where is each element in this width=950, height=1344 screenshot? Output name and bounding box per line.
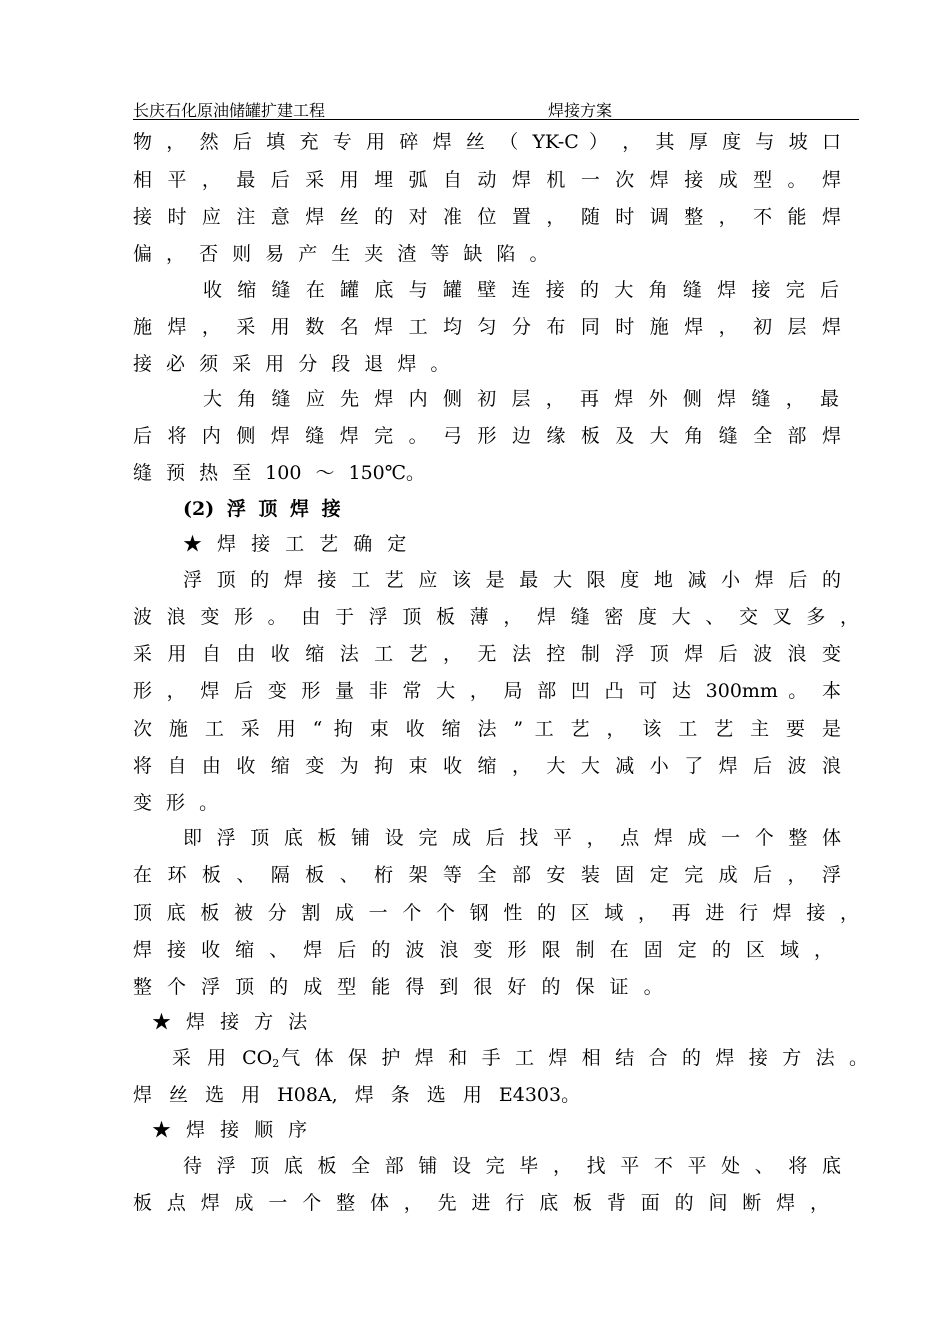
text-line: 将 自 由 收 缩 变 为 拘 束 收 缩 ， 大 大 减 小 了 焊 后 波 浪 [133, 755, 841, 777]
text-line: 缝 预 热 至 100 ～ 150℃。 [133, 462, 426, 484]
text-line: 焊 接 收 缩 、 焊 后 的 波 浪 变 形 限 制 在 固 定 的 区 域 ， [133, 939, 833, 961]
section-heading: (2) 浮 顶 焊 接 [183, 498, 341, 520]
text-fragment [172, 1045, 279, 1077]
text-line: 形 ， 焊 后 变 形 量 非 常 大 ， 局 部 凹 凸 可 达 300mm 。 本 [133, 680, 841, 702]
text-line: 焊 丝 选 用 H08A, 焊 条 选 用 E4303。 [133, 1084, 581, 1106]
text-line: 接 时 应 注 意 焊 丝 的 对 准 位 置 ， 随 时 调 整 ， 不 能 焊 [133, 206, 841, 228]
text-line: 收 缩 缝 在 罐 底 与 罐 壁 连 接 的 大 角 缝 焊 接 完 后 [203, 279, 839, 301]
text-line: 即 浮 顶 底 板 铺 设 完 成 后 找 平 ， 点 焊 成 一 个 整 体 [183, 827, 841, 849]
text-line: 在 环 板 、 隔 板 、 桁 架 等 全 部 安 装 固 定 完 成 后 ， 浮 [133, 864, 841, 886]
text-line: 偏 ， 否 则 易 产 生 夹 渣 等 缺 陷 。 [133, 243, 549, 265]
text-line: 接 必 须 采 用 分 段 退 焊 。 [133, 353, 450, 375]
text-line: 波 浪 变 形 。 由 于 浮 顶 板 薄 ， 焊 缝 密 度 大 、 交 叉 多 ， [133, 606, 859, 628]
text-line: 待 浮 顶 底 板 全 部 铺 设 完 毕 ， 找 平 不 平 处 、 将 底 [183, 1155, 841, 1177]
subsection-heading: ★ 焊 接 工 艺 确 定 [183, 533, 407, 555]
text-line: 施 焊 ， 采 用 数 名 焊 工 均 匀 分 布 同 时 施 焊 ， 初 层 焊 [133, 316, 841, 338]
text-line: 大 角 缝 应 先 焊 内 侧 初 层 ， 再 焊 外 侧 焊 缝 ， 最 [203, 388, 839, 410]
subsection-heading: ★ 焊 接 方 法 [152, 1011, 308, 1033]
text-line: 浮 顶 的 焊 接 工 艺 应 该 是 最 大 限 度 地 减 小 焊 后 的 [183, 569, 841, 591]
subscript: 2 [272, 1057, 280, 1070]
header-project-title: 长庆石化原油储罐扩建工程 [133, 101, 326, 120]
text-line: 相 平 ， 最 后 采 用 埋 弧 自 动 焊 机 一 次 焊 接 成 型 。 焊 [133, 169, 841, 191]
co2-text: 采 用 CO [172, 1047, 273, 1069]
subsection-heading: ★ 焊 接 顺 序 [152, 1119, 308, 1141]
text-line: 物 ， 然 后 填 充 专 用 碎 焊 丝 （ YK-C ） ， 其 厚 度 与 坡 口 [133, 131, 841, 153]
page-header [133, 95, 859, 120]
text-line: 后 将 内 侧 焊 缝 焊 完 。 弓 形 边 缘 板 及 大 角 缝 全 部 焊 [133, 425, 841, 447]
text-line [172, 1045, 868, 1077]
text-line: 采 用 自 由 收 缩 法 工 艺 ， 无 法 控 制 浮 顶 焊 后 波 浪 变 [133, 643, 841, 665]
text-line: 整 个 浮 顶 的 成 型 能 得 到 很 好 的 保 证 。 [133, 976, 663, 998]
text-line: 次 施 工 采 用 “ 拘 束 收 缩 法 ” 工 艺 ， 该 工 艺 主 要 是 [133, 718, 841, 740]
text-line: 变 形 。 [133, 792, 219, 814]
text-line: 板 点 焊 成 一 个 整 体 ， 先 进 行 底 板 背 面 的 间 断 焊 ， [133, 1192, 829, 1214]
text-fragment: 气 体 保 护 焊 和 手 工 焊 相 结 合 的 焊 接 方 法 。 [281, 1047, 868, 1069]
text-line: 顶 底 板 被 分 割 成 一 个 个 钢 性 的 区 域 ， 再 进 行 焊 接 ， [133, 902, 859, 924]
header-document-title: 焊接方案 [548, 101, 613, 120]
